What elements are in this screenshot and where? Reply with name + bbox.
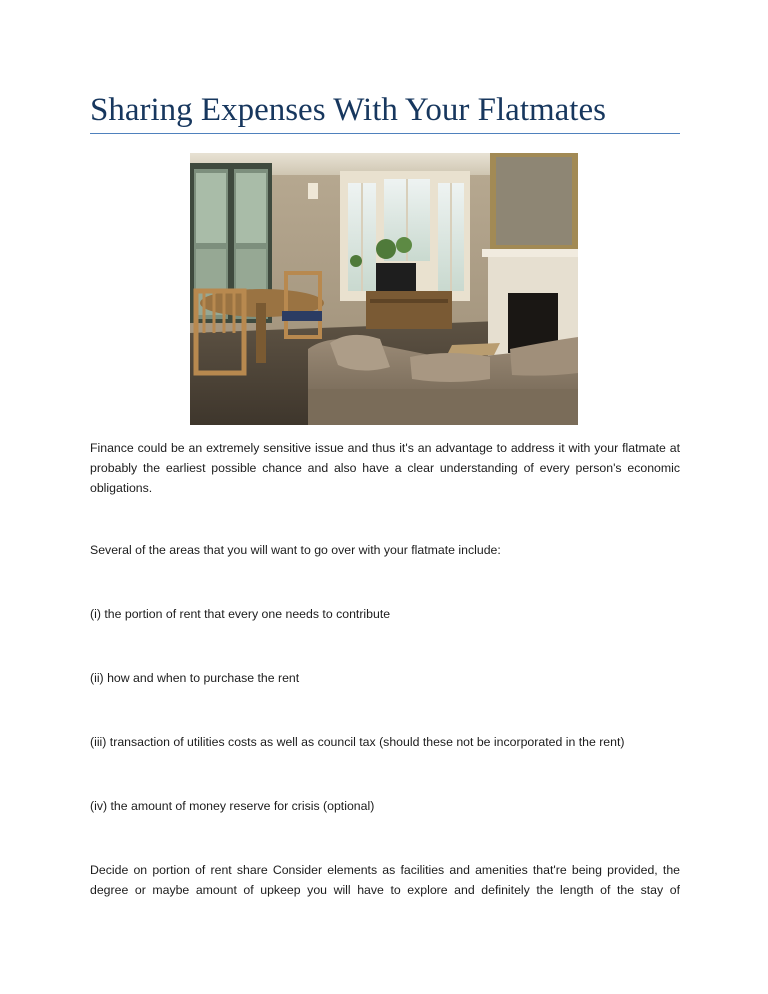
- living-room-photo: [190, 153, 578, 425]
- list-item-reserve: (iv) the amount of money reserve for crisis (optional): [90, 799, 375, 813]
- document-title: Sharing Expenses With Your Flatmates: [90, 92, 606, 128]
- list-item-rent-payment: (ii) how and when to purchase the rent: [90, 671, 300, 685]
- paragraph-areas-intro: Several of the areas that you will want to go over with your flatmate include:: [90, 543, 501, 557]
- title-underline: [90, 133, 680, 134]
- list-item-utilities: (iii) transaction of utilities costs as well as council tax (should these not be incorporated in the rent): [90, 735, 625, 749]
- paragraph-finance-intro: Finance could be an extremely sensitive issue and thus it's an advantage to address it with your flatmate at probably the earliest possible chance and also have a clear understanding of every person's economic obligations.: [90, 441, 680, 495]
- paragraph-rent-share: Decide on portion of rent share Consider elements as facilities and amenities that're being provided, the degree or maybe amount of upkeep you will have to explore and definitely the length of the stay of: [90, 863, 680, 897]
- list-item-rent-portion: (i) the portion of rent that every one needs to contribute: [90, 607, 391, 621]
